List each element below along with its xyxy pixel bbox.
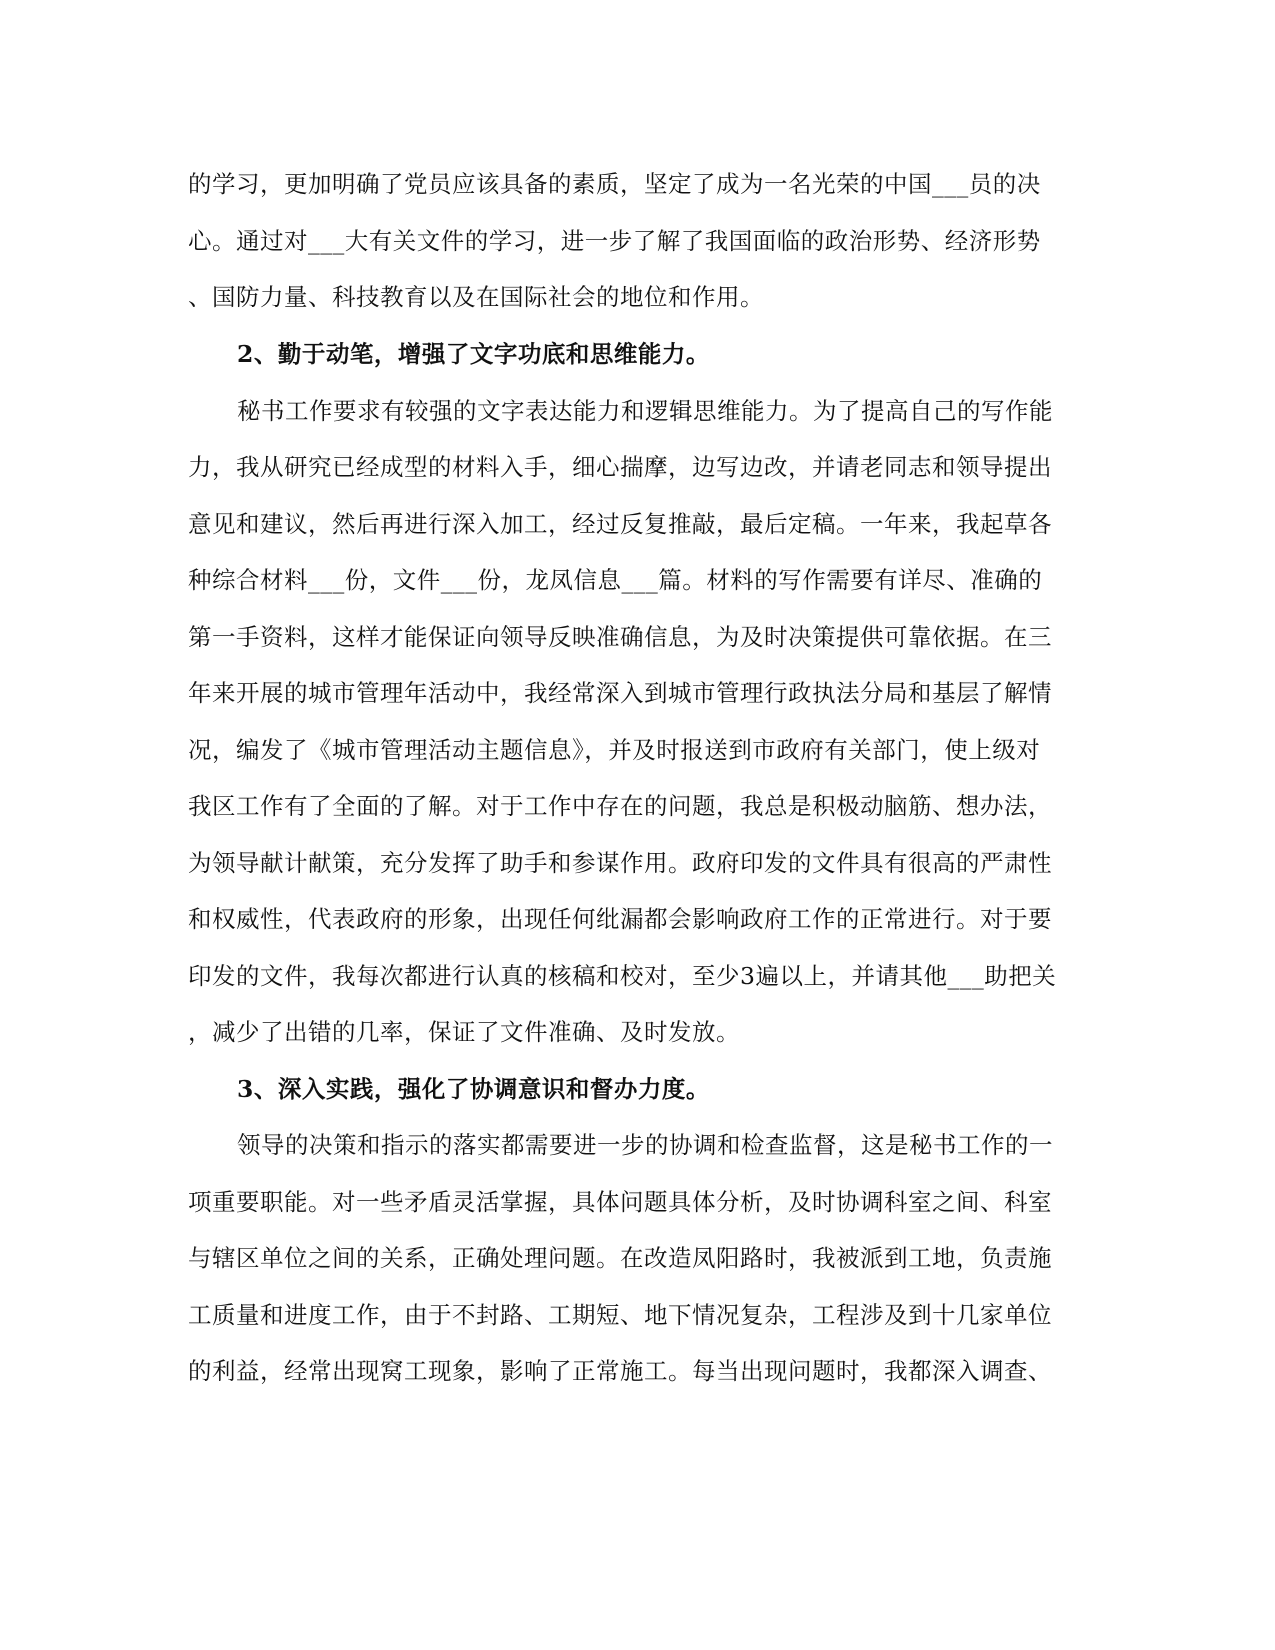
section-heading: 3、深入实践，强化了协调意识和督办力度。 — [237, 1075, 710, 1103]
text-line: 为领导献计献策，充分发挥了助手和参谋作用。政府印发的文件具有很高的严肃性 — [188, 849, 1052, 877]
section-heading: 2、勤于动笔，增强了文字功底和思维能力。 — [237, 340, 710, 368]
text-line: 种综合材料___份，文件___份，龙凤信息___篇。材料的写作需要有详尽、准确的 — [188, 566, 1043, 594]
text-line: 和权威性，代表政府的形象，出现任何纰漏都会影响政府工作的正常进行。对于要 — [188, 905, 1052, 933]
text-line: 况，编发了《城市管理活动主题信息》，并及时报送到市政府有关部门，使上级对 — [188, 736, 1041, 764]
text-line: 秘书工作要求有较强的文字表达能力和逻辑思维能力。为了提高自己的写作能 — [237, 397, 1053, 425]
text-line: 工质量和进度工作，由于不封路、工期短、地下情况复杂，工程涉及到十几家单位 — [188, 1301, 1052, 1329]
text-line: 第一手资料，这样才能保证向领导反映准确信息，为及时决策提供可靠依据。在三 — [188, 623, 1052, 651]
text-line: 年来开展的城市管理年活动中，我经常深入到城市管理行政执法分局和基层了解情 — [188, 679, 1052, 707]
text-line: 项重要职能。对一些矛盾灵活掌握，具体问题具体分析，及时协调科室之间、科室 — [188, 1188, 1052, 1216]
text-line: 意见和建议，然后再进行深入加工，经过反复推敲，最后定稿。一年来，我起草各 — [188, 510, 1052, 538]
text-line: 与辖区单位之间的关系，正确处理问题。在改造凤阳路时，我被派到工地，负责施 — [188, 1244, 1052, 1272]
text-line: 的学习，更加明确了党员应该具备的素质，坚定了成为一名光荣的中国___员的决 — [188, 170, 1041, 198]
text-line: 、国防力量、科技教育以及在国际社会的地位和作用。 — [188, 283, 764, 311]
text-line: 的利益，经常出现窝工现象，影响了正常施工。每当出现问题时，我都深入调查、 — [188, 1357, 1052, 1385]
text-line: ，减少了出错的几率，保证了文件准确、及时发放。 — [188, 1018, 740, 1046]
text-line: 我区工作有了全面的了解。对于工作中存在的问题，我总是积极动脑筋、想办法， — [188, 792, 1052, 820]
text-line: 心。通过对___大有关文件的学习，进一步了解了我国面临的政治形势、经济形势 — [188, 227, 1041, 255]
text-line: 印发的文件，我每次都进行认真的核稿和校对，至少3遍以上，并请其他___助把关 — [188, 962, 1057, 990]
text-line: 领导的决策和指示的落实都需要进一步的协调和检查监督，这是秘书工作的一 — [237, 1131, 1053, 1159]
text-line: 力，我从研究已经成型的材料入手，细心揣摩，边写边改，并请老同志和领导提出 — [188, 453, 1052, 481]
